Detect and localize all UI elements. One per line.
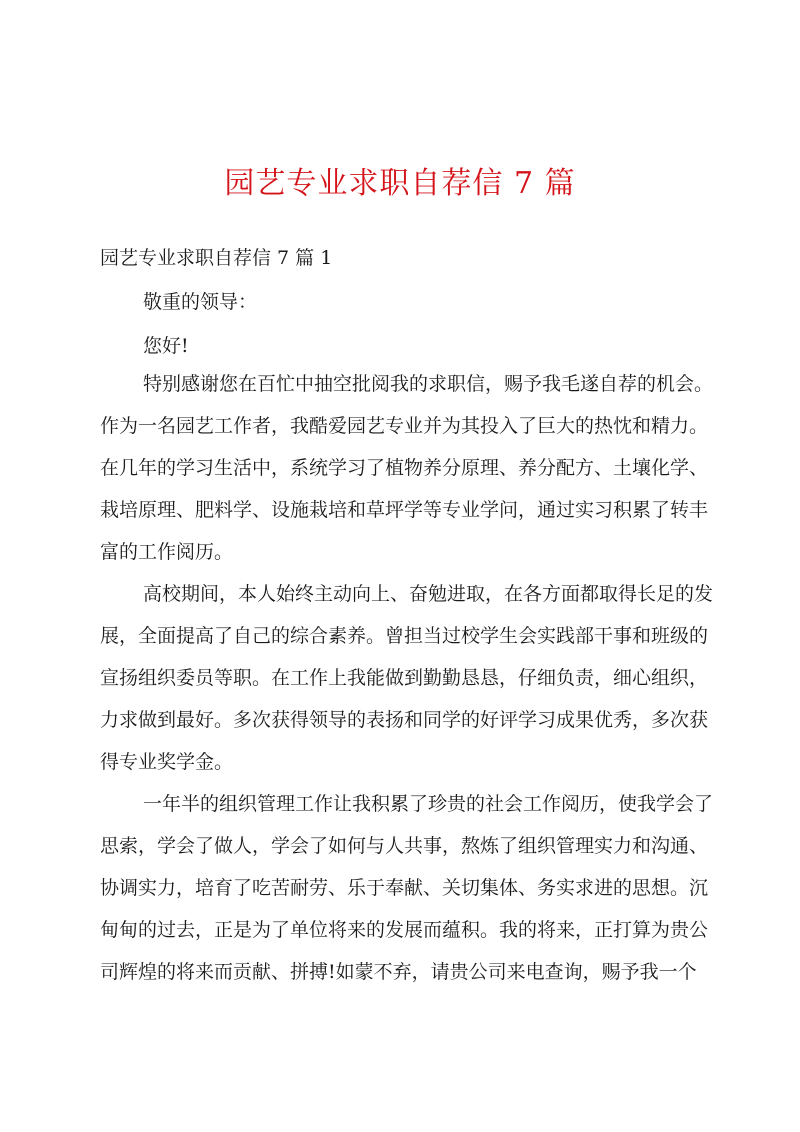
greeting: 您好!	[143, 335, 189, 357]
document-title: 园艺专业求职自荐信 7 篇	[224, 166, 576, 201]
paragraph-1-line: 特别感谢您在百忙中抽空批阅我的求职信，赐予我毛遂自荐的机会。	[143, 373, 714, 395]
paragraph-3-line: 甸甸的过去，正是为了单位将来的发展而蕴积。我的将来，正打算为贵公	[100, 919, 709, 941]
paragraph-2-line: 得专业奖学金。	[100, 751, 234, 773]
paragraph-1-line: 作为一名园艺工作者，我酷爱园艺专业并为其投入了巨大的热忱和精力。	[100, 415, 709, 437]
paragraph-3-line: 协调实力，培育了吃苦耐劳、乐于奉献、关切集体、务实求进的思想。沉	[100, 877, 709, 899]
section-heading: 园艺专业求职自荐信 7 篇 1	[100, 247, 333, 269]
paragraph-3-line: 思索，学会了做人，学会了如何与人共事，熬炼了组织管理实力和沟通、	[100, 835, 709, 857]
paragraph-3-line: 一年半的组织管理工作让我积累了珍贵的社会工作阅历，使我学会了	[143, 793, 714, 815]
paragraph-1-line: 在几年的学习生活中，系统学习了植物养分原理、养分配方、土壤化学、	[100, 457, 709, 479]
paragraph-1-line: 富的工作阅历。	[100, 541, 234, 563]
paragraph-3-line: 司辉煌的将来而贡献、拼搏!如蒙不弃，请贵公司来电查询，赐予我一个	[100, 961, 697, 983]
paragraph-1-line: 栽培原理、肥料学、设施栽培和草坪学等专业学问，通过实习积累了转丰	[100, 499, 709, 521]
paragraph-2-line: 宣扬组织委员等职。在工作上我能做到勤勤恳恳，仔细负责，细心组织，	[100, 667, 709, 689]
paragraph-2-line: 高校期间，本人始终主动向上、奋勉进取，在各方面都取得长足的发	[143, 583, 714, 605]
paragraph-2-line: 展，全面提高了自己的综合素养。曾担当过校学生会实践部干事和班级的	[100, 625, 709, 647]
paragraph-2-line: 力求做到最好。多次获得领导的表扬和同学的好评学习成果优秀，多次获	[100, 709, 709, 731]
salutation: 敬重的领导：	[143, 291, 258, 313]
